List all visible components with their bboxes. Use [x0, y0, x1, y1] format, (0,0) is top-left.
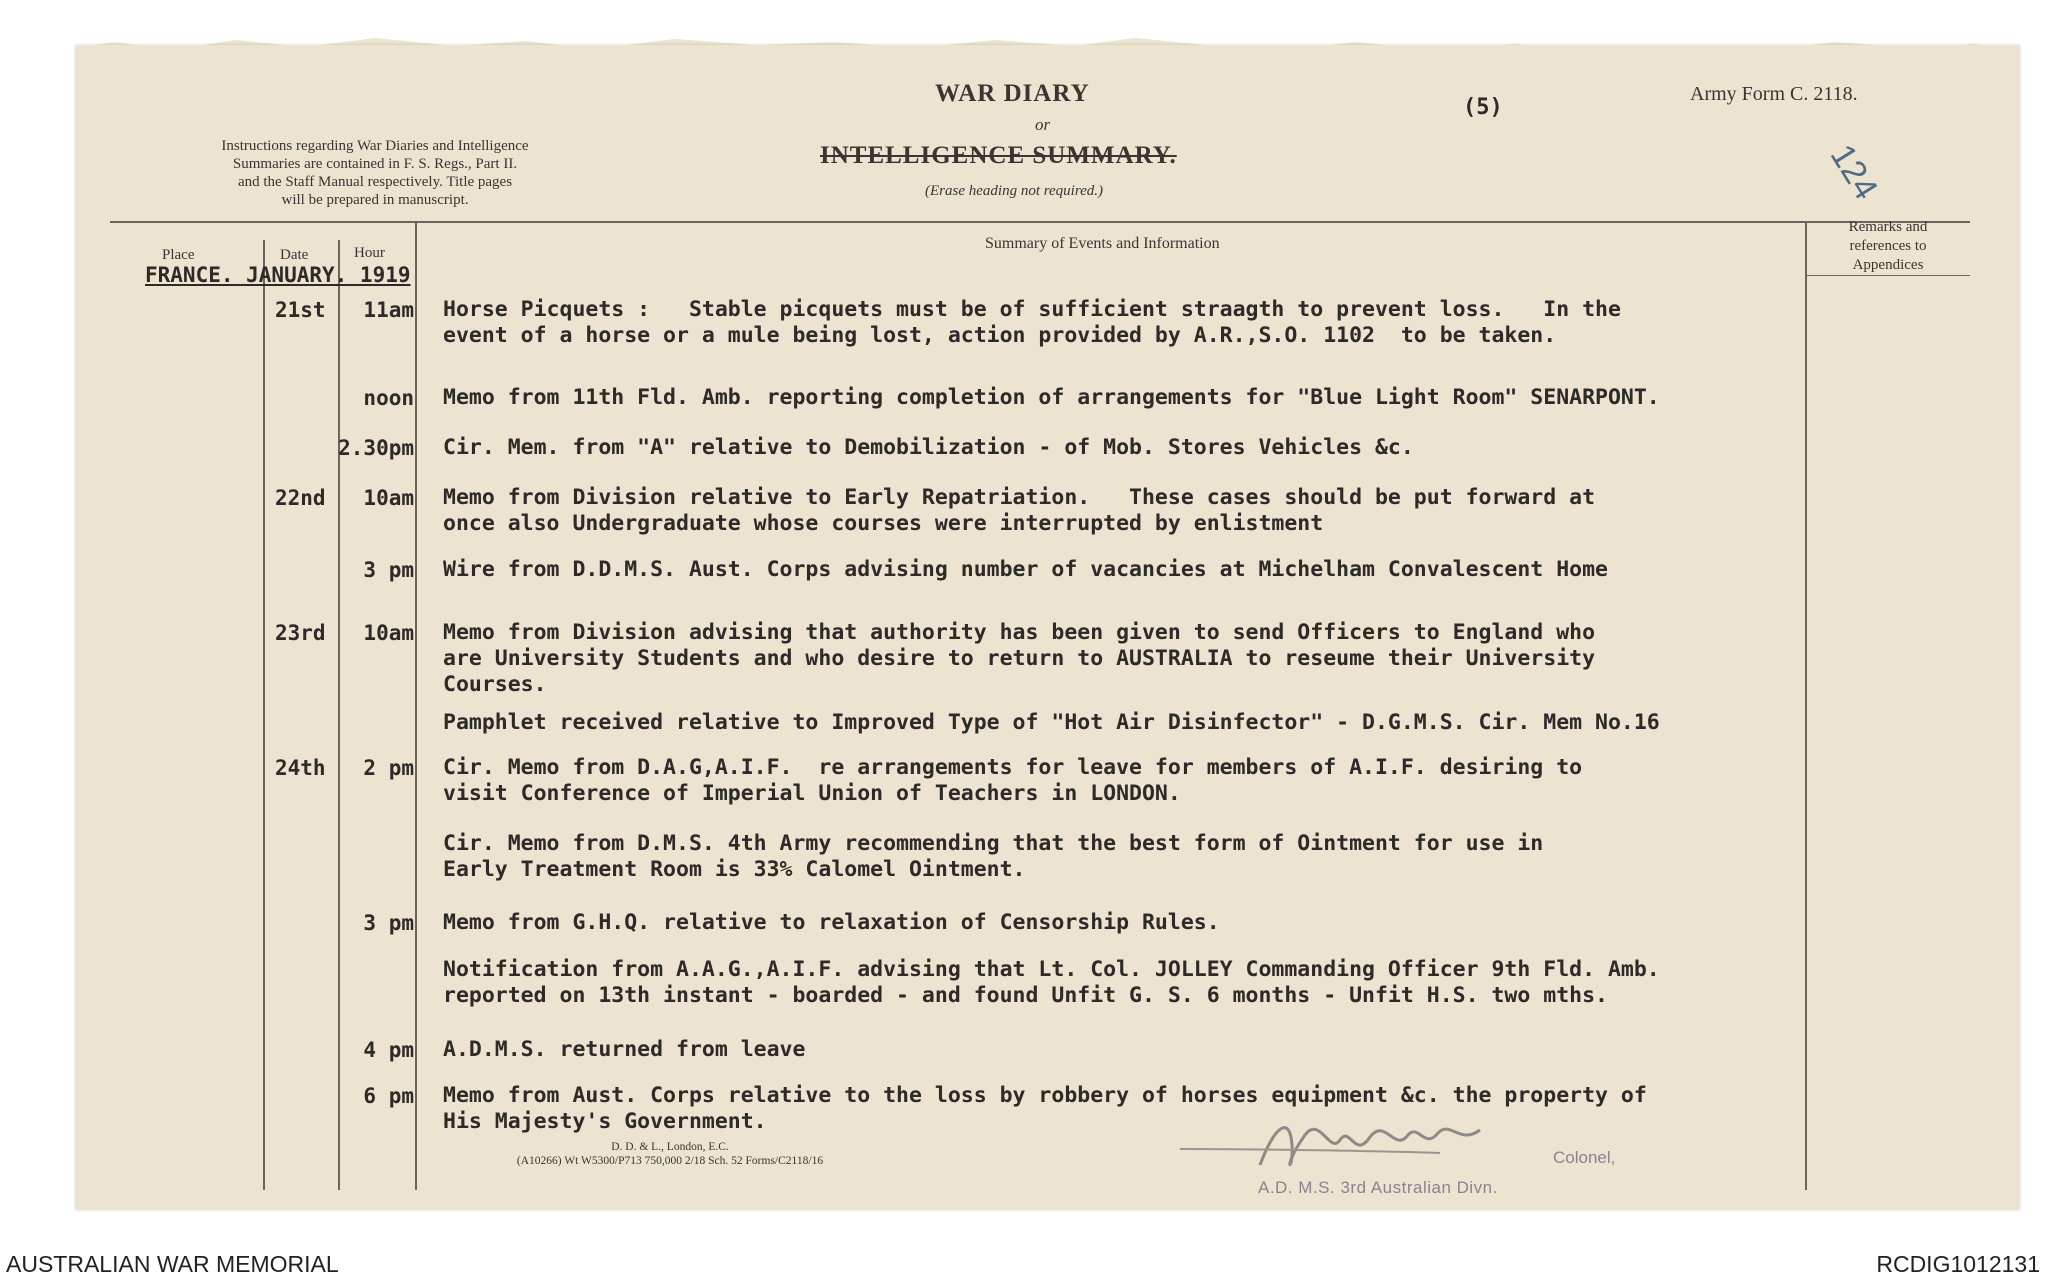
- entry-date: 24th: [275, 756, 326, 780]
- entry-text-line: Memo from Aust. Corps relative to the loss by robbery of horses equipment &c. the property of: [443, 1083, 1647, 1108]
- entry-text-line: Horse Picquets : Stable picquets must be of sufficient straagth to prevent loss. In the: [443, 297, 1621, 322]
- entry-date: 21st: [275, 298, 326, 322]
- instructions-line: Instructions regarding War Diaries and Intelligence: [221, 138, 529, 154]
- entry-date: 22nd: [275, 486, 326, 510]
- entry-text-line: are University Students and who desire to return to AUSTRALIA to reseume their University: [443, 646, 1596, 671]
- instructions: [150, 137, 600, 209]
- entry-hour: noon: [363, 386, 414, 410]
- entry-hour: 3 pm: [363, 558, 414, 582]
- summary-header: Summary of Events and Information: [985, 235, 1220, 252]
- war-diary-title: WAR DIARY: [935, 80, 1090, 107]
- table-top-rule: [110, 221, 1970, 223]
- remarks-header-line: references to: [1849, 238, 1927, 254]
- entry-text-line: event of a horse or a mule being lost, action provided by A.R.,S.O. 1102 to be taken.: [443, 323, 1557, 348]
- entry-text-line: His Majesty's Government.: [443, 1109, 767, 1134]
- entry-text-line: Memo from 11th Fld. Amb. reporting completion of arrangements for "Blue Light Room" SENARPONT.: [443, 385, 1660, 410]
- entry-text-line: reported on 13th instant - boarded - and found Unfit G. S. 6 months - Unfit H.S. two mths.: [443, 983, 1608, 1008]
- intelligence-summary-title: INTELLIGENCE SUMMARY.: [820, 142, 1177, 169]
- entry-text-line: Cir. Mem. from "A" relative to Demobilization - of Mob. Stores Vehicles &c.: [443, 435, 1414, 460]
- entry-hour: 4 pm: [363, 1038, 414, 1062]
- page-number: (5): [1463, 95, 1503, 120]
- entry-text-line: Pamphlet received relative to Improved Type of "Hot Air Disinfector" - D.G.M.S. Cir. Mem No.16: [443, 710, 1660, 735]
- entry-text-line: A.D.M.S. returned from leave: [443, 1037, 806, 1062]
- instructions-line: Summaries are contained in F. S. Regs., Part II.: [232, 156, 518, 172]
- entry-text-line: Memo from Division advising that authority has been given to send Officers to England who: [443, 620, 1596, 645]
- instructions-line: and the Staff Manual respectively. Title pages: [237, 174, 513, 190]
- place-header: Place: [162, 247, 195, 263]
- entry-text-line: Cir. Memo from D.A.G,A.I.F. re arrangements for leave for members of A.I.F. desiring to: [443, 755, 1583, 780]
- entry-hour: 2 pm: [363, 756, 414, 780]
- entry-text-line: once also Undergraduate whose courses were interrupted by enlistment: [443, 511, 1324, 536]
- remarks-header: [1808, 218, 1968, 275]
- folio-number: 124: [1822, 138, 1886, 207]
- remarks-column-rule: [1805, 222, 1807, 1190]
- printer-imprint: [480, 1140, 860, 1168]
- place-line: FRANCE. JANUARY. 1919: [145, 263, 411, 287]
- entry-text-line: Notification from A.A.G.,A.I.F. advising that Lt. Col. JOLLEY Commanding Officer 9th Fld. Amb.: [443, 957, 1660, 982]
- entry-hour: 3 pm: [363, 911, 414, 935]
- entry-hour: 10am: [363, 621, 414, 645]
- header-divider: [1805, 275, 1970, 276]
- printer-line: (A10266) Wt W5300/P713 750,000 2/18 Sch. 52 Forms/C2118/16: [516, 1155, 824, 1167]
- printer-line: D. D. & L., London, E.C.: [611, 1141, 729, 1153]
- date-column-rule: [263, 240, 265, 1190]
- footer-left: AUSTRALIAN WAR MEMORIAL: [6, 1251, 339, 1277]
- entry-text-line: Wire from D.D.M.S. Aust. Corps advising number of vacancies at Michelham Convalescent Home: [443, 557, 1608, 582]
- entry-text-line: Early Treatment Room is 33% Calomel Ointment.: [443, 857, 1026, 882]
- stamp-unit: A.D. M.S. 3rd Australian Divn.: [1258, 1178, 1498, 1197]
- remarks-header-line: Appendices: [1852, 257, 1924, 273]
- army-form: Army Form C. 2118.: [1690, 83, 1858, 105]
- entry-text-line: Memo from Division relative to Early Repatriation. These cases should be put forward at: [443, 485, 1596, 510]
- entry-hour: 2.30pm: [338, 436, 414, 460]
- erase-note: (Erase heading not required.): [925, 183, 1104, 199]
- summary-column-rule: [415, 222, 417, 1190]
- footer-right: RCDIG1012131: [1876, 1251, 2040, 1277]
- hour-header: Hour: [354, 245, 385, 261]
- remarks-header-line: Remarks and: [1848, 219, 1928, 235]
- signature: [1180, 1105, 1540, 1185]
- entry-text-line: Cir. Memo from D.M.S. 4th Army recommending that the best form of Ointment for use in: [443, 831, 1544, 856]
- entry-hour: 6 pm: [363, 1084, 414, 1108]
- entry-hour: 10am: [363, 486, 414, 510]
- instructions-line: will be prepared in manuscript.: [281, 192, 469, 208]
- stamp-rank: Colonel,: [1553, 1148, 1616, 1167]
- entry-text-line: visit Conference of Imperial Union of Teachers in LONDON.: [443, 781, 1181, 806]
- or-text: or: [1035, 115, 1051, 134]
- entry-hour: 11am: [363, 298, 414, 322]
- entry-text-line: Courses.: [443, 672, 547, 697]
- entry-text-line: Memo from G.H.Q. relative to relaxation of Censorship Rules.: [443, 910, 1220, 935]
- date-header: Date: [280, 247, 309, 263]
- entry-date: 23rd: [275, 621, 326, 645]
